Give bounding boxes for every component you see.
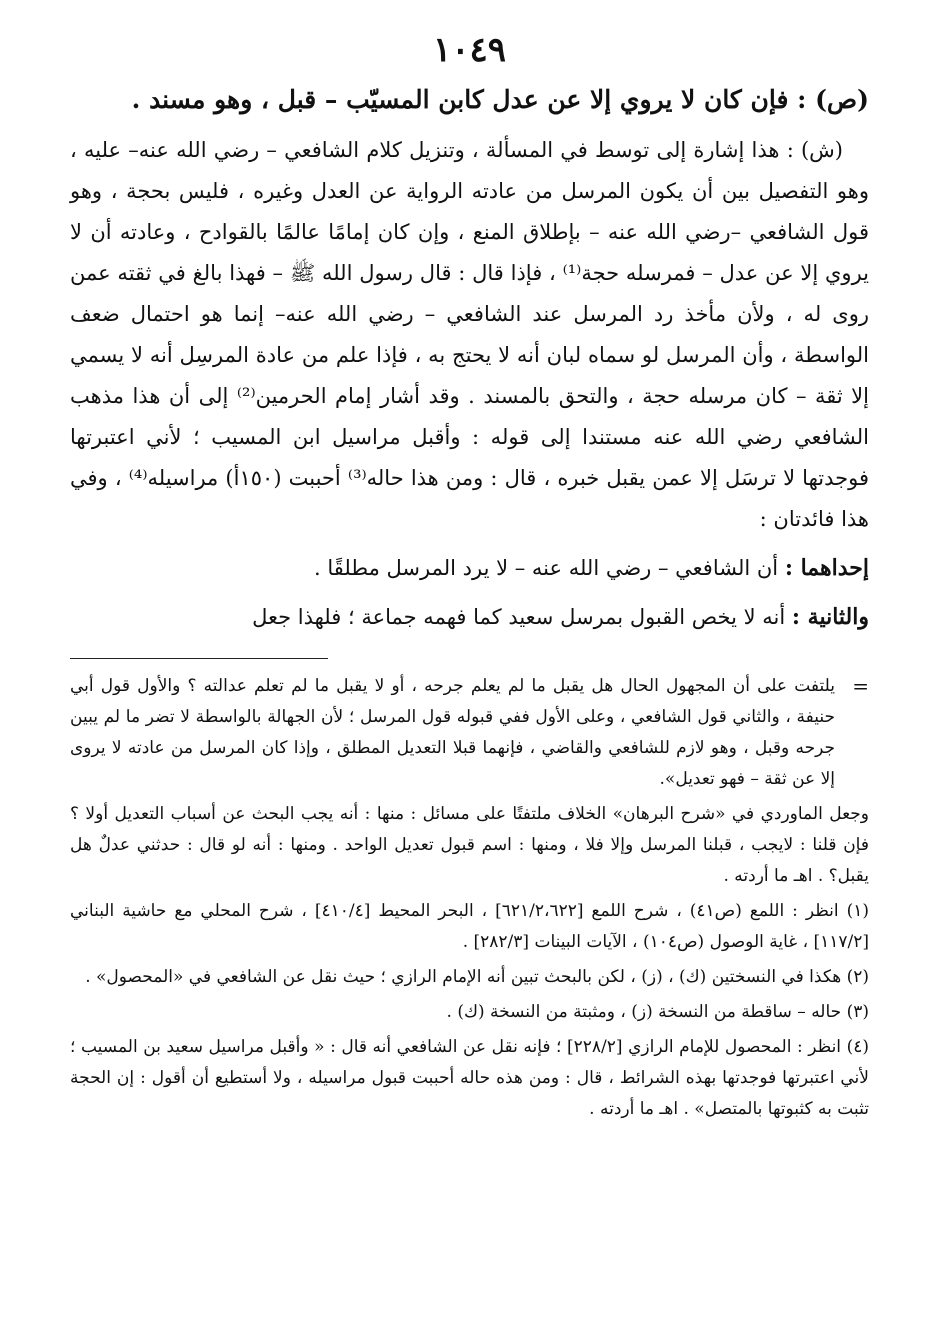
footnote-continuation [70,671,869,795]
footnote-2: (٢) هكذا في النسختين (ك) ، (ز) ، لكن بالبحث تبين أنه الإمام الرازي ؛ حيث نقل عن الشافعي في «المحصول» . [85,967,869,987]
second-benefit-text: أنه لا يخص القبول بمرسل سعيد كما فهمه جماعة ؛ فلهذا جعل [252,605,792,629]
footnote-continuation-2: وجعل الماوردي في «شرح البرهان» الخلاف ملتفتًا على مسائل : منها : أنه يجب البحث عن أسباب التعديل أولا ؟ فإن قلنا : لايجب ، قبلنا المرسل وإلا فلا ، ومنها : اسم قبول تعديل الواحد . ومنها : أنه لو قال : حدثني عدلٌ هل يقبل؟ . اهـ ما أردته . [70,804,869,886]
footnote-continuation-text: يلتفت على أن المجهول الحال هل يقبل ما لم يعلم جرحه ، أو لا يقبل ما لم تعلم عدالته ؟ والأول قول أبي حنيفة ، والثاني قول الشافعي ، وعلى الأول ففي قبوله قول المرسل ؛ لأن الجهالة بالواسطة لا تضر ما لم يبين جرحه وقبل ، وهو لازم للشافعي والقاضي ، فإنهما قبلا التعديل المطلق ، وإذا كان المرسل من عادته لا يروى إلا عن ثقة – فهو تعديل». [70,676,835,789]
footnote-1: (١) انظر : اللمع (ص٤١) ، شرح اللمع [٦٢١/٢،٦٢٢] ، البحر المحيط [٤١٠/٤] ، شرح المحلي مع حاشية البناني [١١٧/٢] ، غاية الوصول (ص١٠٤) ، الآيات البينات [٢٨٢/٣] . [70,901,869,952]
matn-heading: (ص) : فإن كان لا يروي إلا عن عدل كابن المسيّب – قبل ، وهو مسند . [131,85,869,114]
main-text [70,80,869,638]
first-benefit-text: أن الشافعي – رضي الله عنه – لا يرد المرسل مطلقًا . [314,556,785,580]
continuation-mark: = [852,674,869,698]
footnote-3: (٣) حاله – ساقطة من النسخة (ز) ، ومثبتة من النسخة (ك) . [446,1002,869,1022]
footnote-4: (٤) انظر : المحصول للإمام الرازي [٢٢٨/٢] ؛ فإنه نقل عن الشافعي أنه قال : « وأقبل مراسيل سعيد بن المسيب ؛ لأني اعتبرتها فوجدتها بهذه الشرائط ، قال : ومن هذه حاله أحببت قبول مراسيله ، ولا أستطيع أن أقول : إن الحجة تثبت به كثبوتها بالمتصل» . اهـ ما أردته . [70,1037,869,1119]
first-benefit-label: إحداهما : [784,555,869,581]
second-benefit-label: والثانية : [791,604,869,630]
second-benefit [70,597,869,638]
footnote-separator [70,658,328,659]
commentary-paragraph: (ش) : هذا إشارة إلى توسط في المسألة ، وتنزيل كلام الشافعي – رضي الله عنه– عليه ، وهو التفصيل بين أن يكون المرسل من عادته الرواية عن العدل وغيره ، فليس بحجة ، وهو قول الشافعي –رضي الله عنه – بإطلاق المنع ، وإن كان إمامًا عالمًا بالقوادح ، وعادته أن لا يروي إلا عن عدل – فمرسله حجة⁽¹⁾ ، فإذا قال : قال رسول الله ﷺ – فهذا بالغ في ثقته عمن روى له ، ولأن مأخذ رد المرسل عند الشافعي – رضي الله عنه– إنما هو احتمال ضعف الواسطة ، وأن المرسل لو سماه لبان أنه لا يحتج به ، فإذا علم من عادة المرسِل أنه لا يسمي إلا ثقة – كان مرسله حجة ، والتحق بالمسند . وقد أشار إمام الحرمين⁽²⁾ إلى أن هذا مذهب الشافعي رضي الله عنه مستندا إلى قوله : وأقبل مراسيل ابن المسيب ؛ لأني اعتبرتها فوجدتها لا ترسَل إلا عمن يقبل خبره ، قال : ومن هذا حاله⁽³⁾ أحببت (١٥٠أ) مراسيله⁽⁴⁾ ، وفي هذا فائدتان : [70,138,869,531]
first-benefit [70,548,869,589]
page-number: ١٠٤٩ [432,30,507,70]
footnotes [70,671,869,1125]
